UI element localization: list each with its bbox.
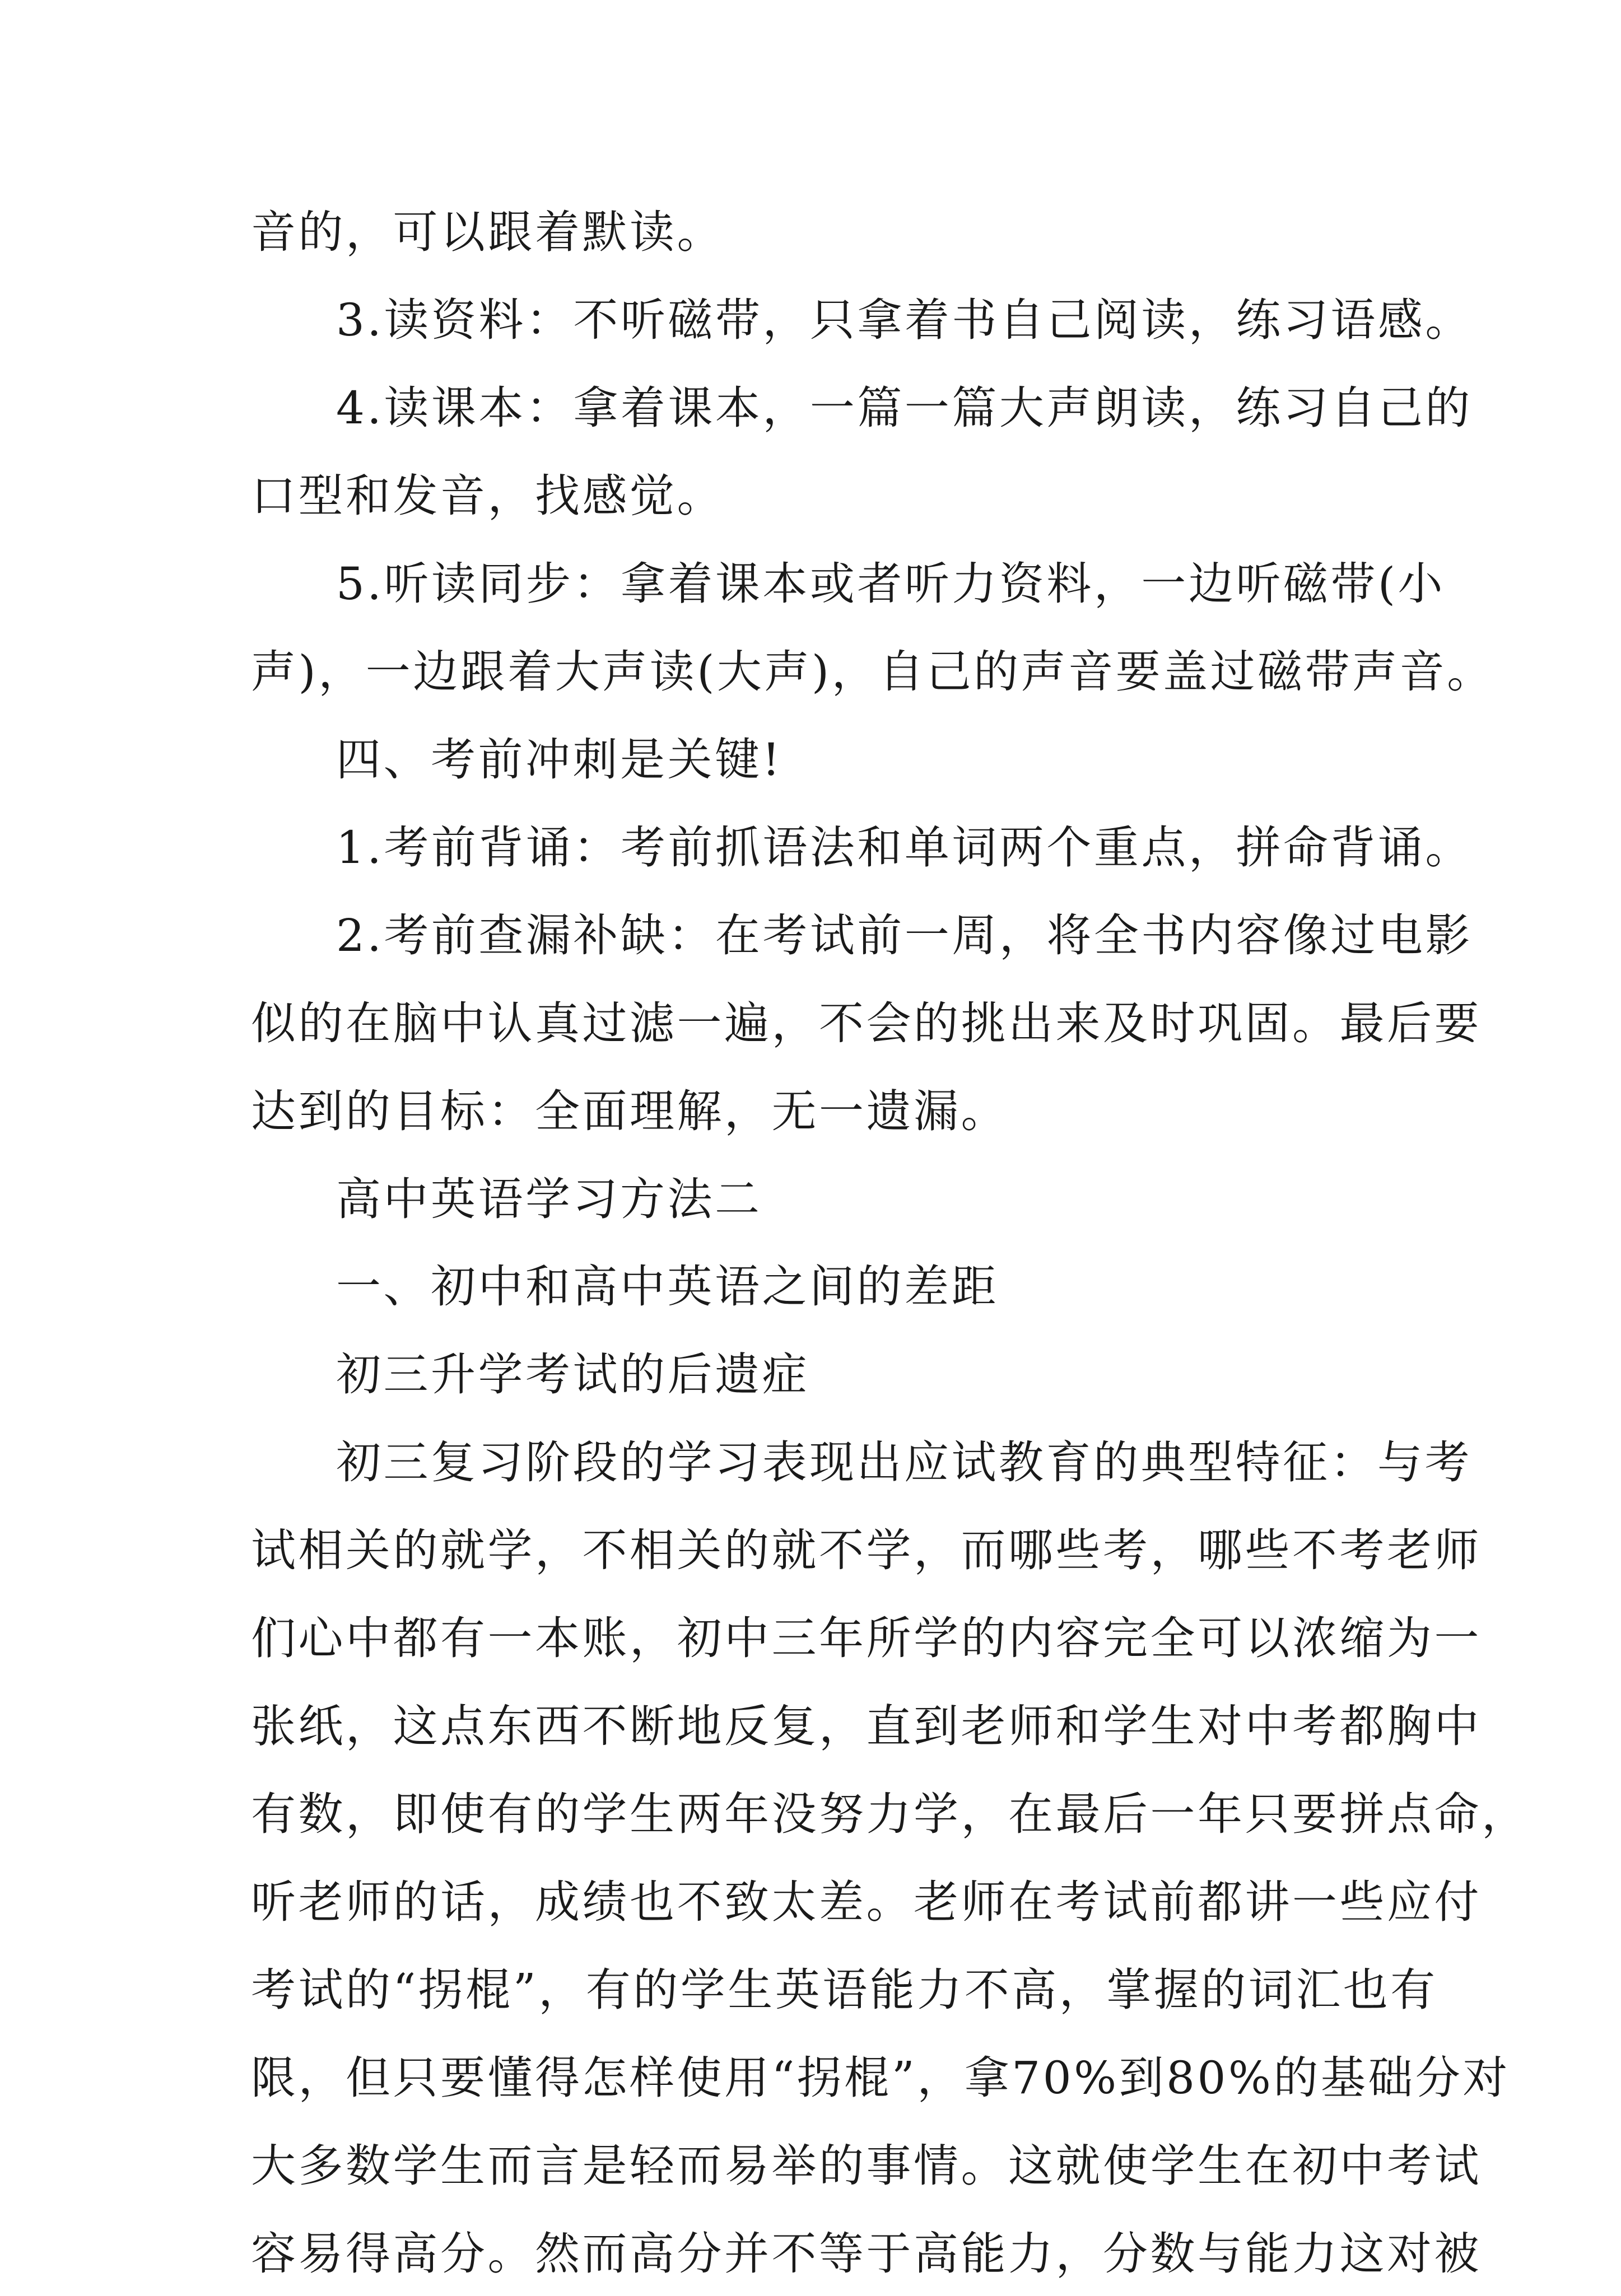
list-item-listen-read-sync: 5.听读同步：拿着课本或者听力资料，一边听磁带(小 xyxy=(336,558,1446,610)
paragraph-line: 达到的目标：全面理解，无一遗漏。 xyxy=(251,1085,1008,1137)
paragraph-line: 似的在脑中认真过滤一遍，不会的挑出来及时巩固。最后要 xyxy=(251,997,1482,1049)
list-item-read-materials: 3.读资料：不听磁带，只拿着书自己阅读，练习语感。 xyxy=(336,294,1473,346)
list-item-read-textbook: 4.读课本：拿着课本，一篇一篇大声朗读，练习自己的 xyxy=(336,382,1473,434)
paragraph-line: 声)，一边跟着大声读(大声)，自己的声音要盖过磁带声音。 xyxy=(251,646,1494,698)
paragraph-line: 大多数学生而言是轻而易举的事情。这就使学生在初中考试 xyxy=(251,2140,1482,2192)
list-item-exam-recitation: 1.考前背诵：考前抓语法和单词两个重点，拼命背诵。 xyxy=(336,822,1473,874)
list-item-exam-review: 2.考前查漏补缺：在考试前一周，将全书内容像过电影 xyxy=(336,909,1473,962)
paragraph-line: 张纸，这点东西不断地反复，直到老师和学生对中考都胸中 xyxy=(251,1700,1482,1752)
subheading-aftereffects: 初三升学考试的后遗症 xyxy=(336,1348,809,1401)
paragraph-line: 初三复习阶段的学习表现出应试教育的典型特征：与考 xyxy=(336,1436,1472,1488)
section-title-method-two: 高中英语学习方法二 xyxy=(336,1173,762,1225)
paragraph-line: 考试的“拐棍”，有的学生英语能力不高，掌握的词汇也有 xyxy=(251,1964,1438,2016)
paragraph-line: 音的，可以跟着默读。 xyxy=(251,206,724,258)
paragraph-line: 听老师的话，成绩也不致太差。老师在考试前都讲一些应付 xyxy=(251,1876,1482,1928)
section-heading-exam-sprint: 四、考前冲刺是关键! xyxy=(336,734,783,786)
paragraph-line: 试相关的就学，不相关的就不学，而哪些考，哪些不考老师 xyxy=(251,1524,1482,1576)
paragraph-line: 口型和发音，找感觉。 xyxy=(251,470,724,522)
paragraph-line: 们心中都有一本账，初中三年所学的内容完全可以浓缩为一 xyxy=(251,1612,1482,1664)
paragraph-line: 限，但只要懂得怎样使用“拐棍”，拿70%到80%的基础分对 xyxy=(251,2052,1510,2104)
paragraph-line: 有数，即使有的学生两年没努力学，在最后一年只要拼点命， xyxy=(251,1788,1529,1840)
section-heading-gap: 一、初中和高中英语之间的差距 xyxy=(336,1261,999,1313)
paragraph-line: 容易得高分。然而高分并不等于高能力，分数与能力这对被 xyxy=(251,2228,1482,2280)
